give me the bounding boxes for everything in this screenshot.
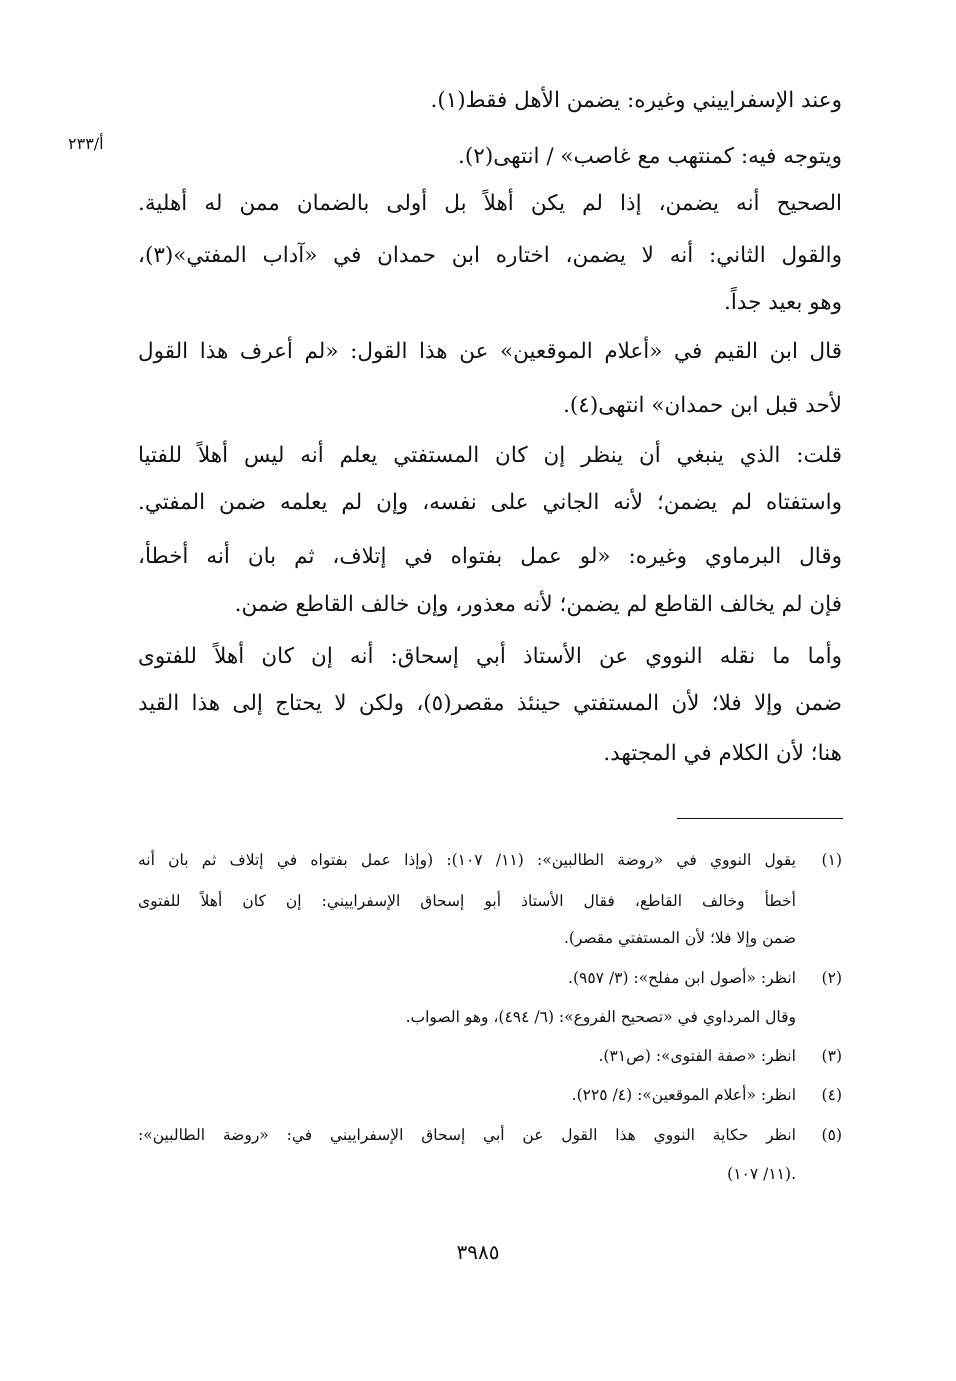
body-line: هنا؛ لأن الكلام في المجتهد. [603, 741, 842, 766]
body-line: قلت: الذي ينبغي أن ينظر إن كان المستفتي يعلم أنه ليس أهلاً للفتيا [138, 443, 842, 468]
body-line: ويتوجه فيه: كمنتهب مع غاصب» / انتهى(٢). [458, 144, 842, 169]
footnote-number: (٤) [821, 1086, 842, 1104]
body-line: والقول الثاني: أنه لا يضمن، اختاره ابن حمدان في «آداب المفتي»(٣)، [138, 243, 842, 268]
footnote-number: (٢) [821, 969, 842, 987]
footnote-line: أخطأ وخالف القاطع، فقال الأستاذ أبو إسحاق الإسفراييني: إن كان أهلاً للفتوى [138, 892, 796, 910]
page-number: ٣٩٨٥ [456, 1240, 500, 1264]
footnote-number: (١) [821, 851, 842, 869]
body-line: وهو بعيد جداً. [723, 290, 842, 315]
footnote-line: انظر: «صفة الفتوى»: (ص٣١). [598, 1047, 796, 1065]
footnote-number: (٥) [821, 1126, 842, 1144]
footnote-line: انظر: «أعلام الموقعين»: (٤/ ٢٢٥). [571, 1086, 796, 1104]
body-line: الصحيح أنه يضمن، إذا لم يكن أهلاً بل أولى بالضمان ممن له أهلية. [138, 191, 842, 216]
footnote-line: (١١/ ١٠٧). [727, 1165, 796, 1183]
footnote-line: انظر حكاية النووي هذا القول عن أبي إسحاق الإسفراييني في: «روضة الطالبين»: [138, 1126, 796, 1144]
footnote-line: وقال المرداوي في «تصحيح الفروع»: (٦/ ٤٩٤)، وهو الصواب. [405, 1008, 796, 1026]
body-line: وعند الإسفراييني وغيره: يضمن الأهل فقط(١). [430, 88, 842, 113]
body-line: ضمن وإلا فلا؛ لأن المستفتي حينئذ مقصر(٥)، ولكن لا يحتاج إلى هذا القيد [138, 691, 843, 716]
body-line: لأحد قبل ابن حمدان» انتهى(٤). [563, 393, 842, 418]
body-line: وأما ما نقله النووي عن الأستاذ أبي إسحاق: أنه إن كان أهلاً للفتوى [138, 644, 842, 669]
manuscript-folio-reference: أ/٢٣٣ [68, 134, 104, 153]
footnote-line: يقول النووي في «روضة الطالبين»: (١١/ ١٠٧): (وإذا عمل بفتواه في إتلاف ثم بان أنه [138, 851, 796, 869]
footnote-separator [677, 818, 843, 819]
body-line: قال ابن القيم في «أعلام الموقعين» عن هذا القول: «لم أعرف هذا القول [138, 339, 842, 364]
footnote-number: (٣) [821, 1047, 842, 1065]
footnote-line: ضمن وإلا فلا؛ لأن المستفتي مقصر). [563, 929, 796, 947]
body-line: فإن لم يخالف القاطع لم يضمن؛ لأنه معذور، وإن خالف القاطع ضمن. [234, 592, 842, 617]
body-line: وقال البرماوي وغيره: «لو عمل بفتواه في إتلاف، ثم بان أنه أخطأ، [138, 544, 842, 569]
footnote-line: انظر: «أصول ابن مفلح»: (٣/ ٩٥٧). [568, 969, 796, 987]
body-line: واستفتاه لم يضمن؛ لأنه الجاني على نفسه، وإن لم يعلمه ضمن المفتي. [138, 490, 842, 515]
